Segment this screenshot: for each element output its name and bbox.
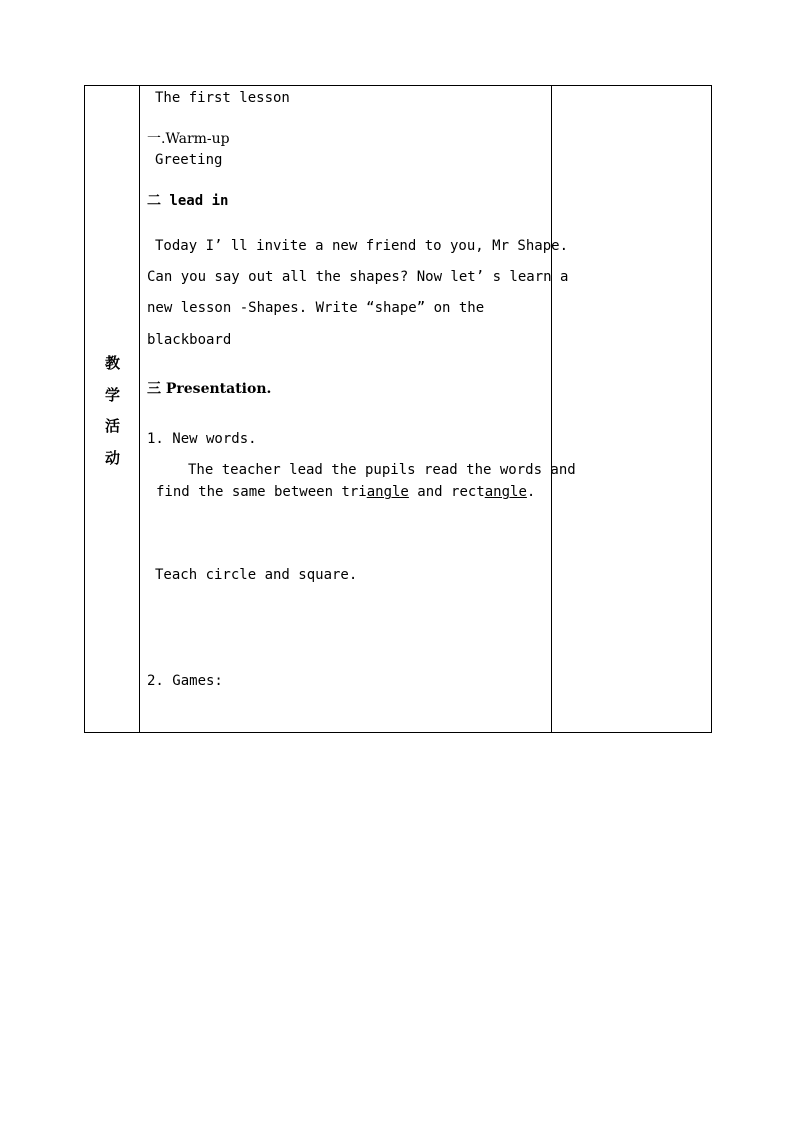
text-segment: and rect — [408, 484, 485, 500]
teaching-activity-label — [85, 348, 140, 474]
newwords-line-1: The teacher lead the pupils read the words and — [188, 462, 576, 478]
leadin-line-1: Today I’ ll invite a new friend to you, Mr Shape. — [155, 238, 569, 254]
lesson-table — [84, 85, 712, 733]
presentation-heading: 三 Presentation. — [147, 381, 272, 397]
teach-line: Teach circle and square. — [155, 567, 358, 583]
label-char: 活 — [104, 417, 120, 435]
newwords-heading: 1. New words. — [147, 431, 257, 447]
warmup-item: Greeting — [155, 152, 223, 168]
underlined-suffix: angle — [366, 484, 409, 500]
leadin-line-3: new lesson -Shapes. Write “shape” on the — [147, 300, 485, 316]
right-column-divider — [551, 86, 552, 732]
label-char: 教 — [104, 354, 120, 372]
underlined-suffix: angle — [484, 484, 527, 500]
text-segment: . — [526, 484, 536, 500]
leadin-line-2: Can you say out all the shapes? Now let’ s learn a — [147, 269, 569, 285]
games-heading: 2. Games: — [147, 673, 223, 689]
label-char: 动 — [104, 448, 120, 467]
label-char: 学 — [104, 385, 120, 404]
leadin-line-4: blackboard — [147, 332, 232, 348]
left-header-cell — [85, 86, 140, 732]
newwords-line-2 — [156, 484, 535, 500]
leadin-heading: 二 lead in — [147, 193, 229, 209]
text-segment: find the same between tri — [156, 484, 367, 500]
lesson-title: The first lesson — [155, 90, 290, 106]
warmup-heading: 一.Warm-up — [147, 131, 230, 147]
